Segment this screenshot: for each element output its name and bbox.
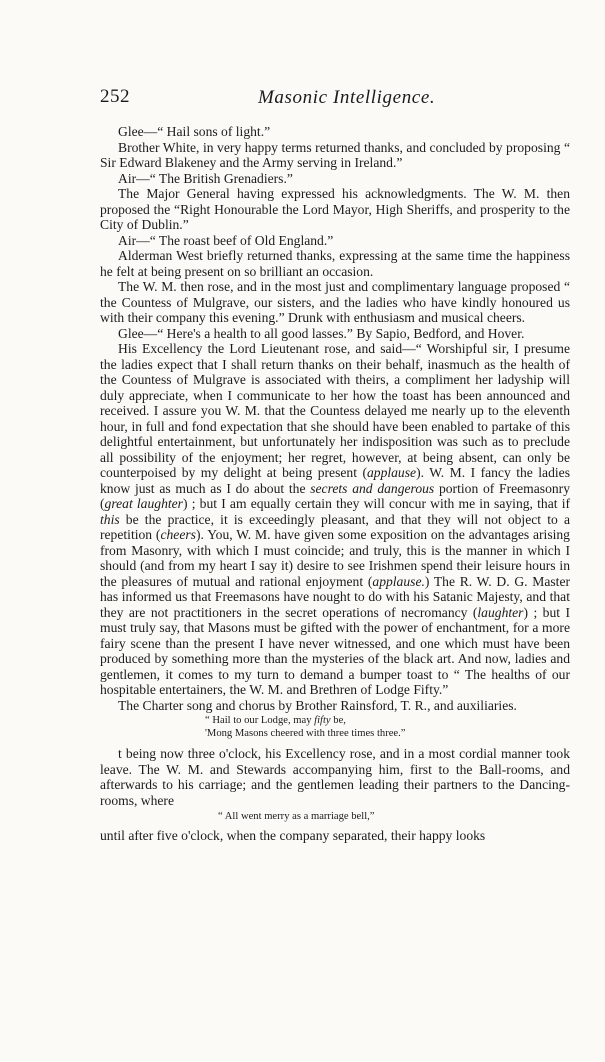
paragraph: The Major General having expressed his acknowledgments. The W. M. then proposed the “Right Honourable the Lord Mayor, High Sheriffs, and prosperity to the City of Dublin.” [100,186,570,232]
speech-paragraph [100,341,570,698]
speech-italic-run: applause. [372,573,425,589]
paragraph: The Charter song and chorus by Brother Rainsford, T. R., and auxiliaries. [118,697,517,713]
speech-run: portion of Freemasonry ( [100,480,570,511]
paragraph: Brother White, in very happy terms returned thanks, and concluded by proposing “ Sir Edward Blakeney and the Army serving in Ireland.” [100,139,570,170]
paragraph: Glee—“ Hail sons of light.” [118,124,271,139]
verse-quote: “ All went merry as a marriage bell,” [218,811,375,822]
running-head: Masonic Intelligence. [258,87,436,108]
paragraph: until after five o'clock, when the company separated, their happy looks [100,827,486,843]
speech-italic-run: cheers [160,527,196,542]
page-header [100,86,540,116]
speech-run: be the practice, it is exceedingly pleasant, and that they will not object to a repetition ( [100,511,570,542]
paragraph: Glee—“ Here's a health to all good lasses.” By Sapio, Bedford, and Hover. [118,325,525,341]
paragraph: t being now three o'clock, his Excellency rose, and in a most cordial manner took leave. The W. M. and Stewards accompanying him, first to the Ball-rooms, and afterwards to his carriage; and the gentlemen leading their partners to the Dancing-rooms, where [100,746,570,808]
verse-line: 'Mong Masons cheered with three times three.” [205,727,406,739]
speech-italic-run: applause [366,465,417,480]
paragraph: Alderman West briefly returned thanks, expressing at the same time the happiness he felt at being present on so brilliant an occasion. [100,248,570,279]
speech-run: ). W. M. I fancy the ladies know just as much as I do about the [100,465,570,496]
speech-italic-run: great laughter [104,496,183,511]
verse-text: “ Hail to our Lodge, may [205,715,315,726]
speech-run: ) ; but I am equally certain they will concur with me in saying, that if [182,496,570,511]
article-body [100,124,570,843]
paragraph: Air—“ The British Grenadiers.” [118,170,293,186]
page-number: 252 [100,86,130,107]
speech-run: ) The R. W. D. G. Master has informed us that Freemasons have nought to do with his Satanic Majesty, and that they are not practitioners in the secret operations of necromancy ( [100,573,571,620]
speech-italic-run: this [100,511,120,527]
verse-text: be, [330,715,346,726]
speech-run: ). You, W. M. have given some exposition on the advantages arising from Masonry, with which I must coincide; and truly, this is the manner in which I should (and from my heart I say it) desire to see Irishmen spend their leisure hours in the pleasures of mutual and rational enjoyment ( [100,527,570,589]
speech-italic-run: secrets and dangerous [310,480,435,496]
speech-run: His Excellency the Lord Lieutenant rose, and said—“ Worshipful sir, I presume the ladies expect that I shall return thanks on their behalf, inasmuch as the health of the Countess of Mulgrave is associated with theirs, a compliment her ladyship will duly appreciate, when I communicate to her how the toast has been announced and received. I assure you W. M. that the Countess delayed me nearly up to the eleventh hour, in full and fond expectation that she should have been enabled to partake of this delightful entertainment, but unfortunately her indisposition was such as to preclude all possibility of the enjoyment; her regret, however, at being absent, can only be counterpoised by my delight at being present ( [100,341,570,480]
verse-quote [100,715,570,740]
paragraph: Air—“ The roast beef of Old England.” [118,232,334,248]
speech-italic-run: laughter [477,604,524,620]
paragraph: The W. M. then rose, and in the most just and complimentary language proposed “ the Countess of Mulgrave, our sisters, and the ladies who have kindly honoured us with their company this evening.” Drunk with enthusiasm and musical cheers. [100,279,570,325]
speech-run: ) ; but I must truly say, that Masons must be gifted with the power of enchantment, for a more fairy scene than the present I have never witnessed, and one which must have been produced by something more than the mysteries of the black art. And now, ladies and gentlemen, it comes to my turn to demand a bumper toast to “ The healths of our hospitable entertainers, the W. M. and Brethren of Lodge Fifty.” [100,604,570,697]
verse-line [205,715,570,728]
verse-text-italic: fifty [314,715,331,726]
